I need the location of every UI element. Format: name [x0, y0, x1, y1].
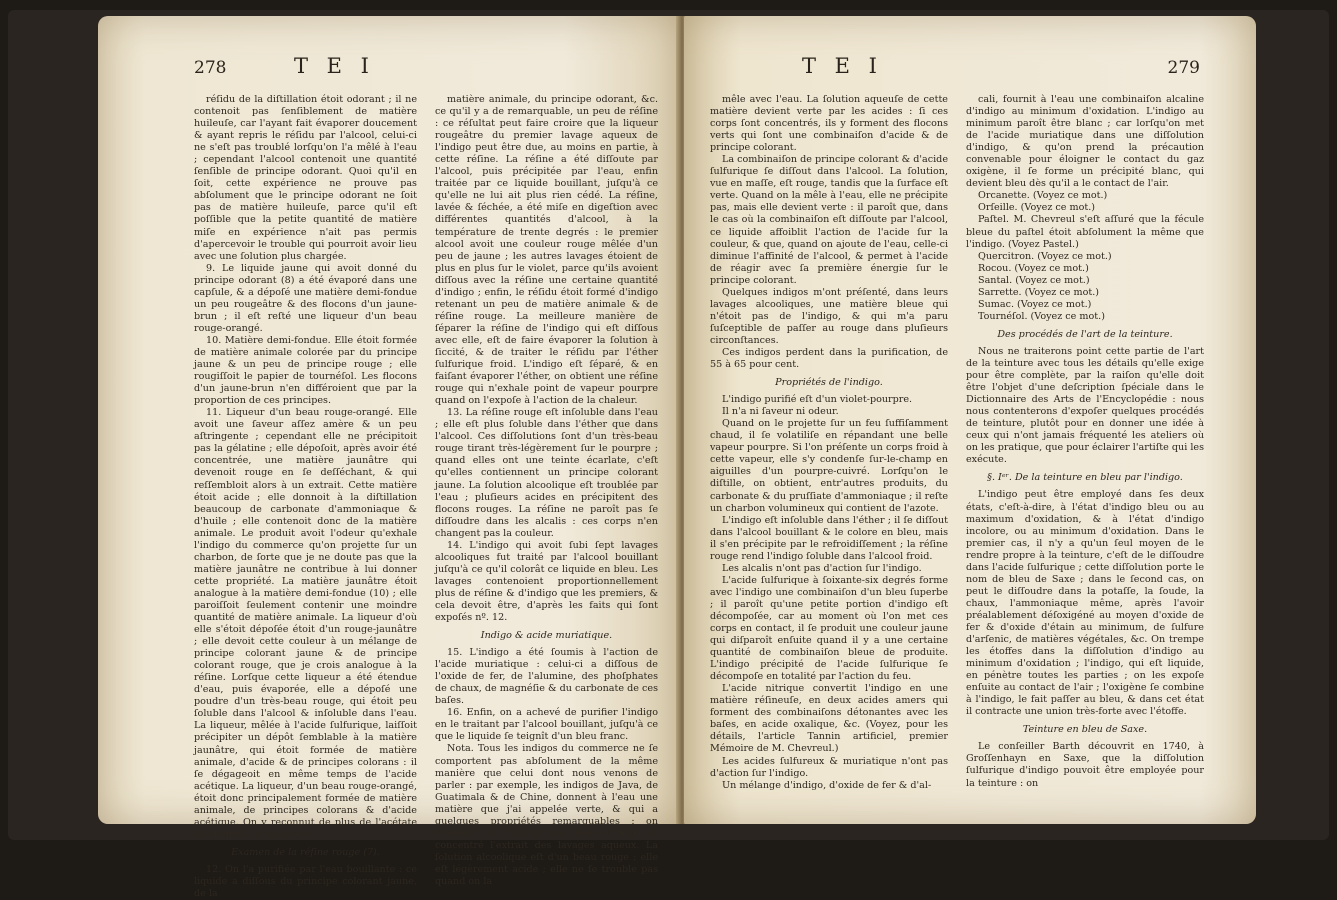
paragraph: L'indigo eſt inſoluble dans l'éther ; il ſe diſſout dans l'alcool bouillant & le colore en bleu, mais il s'en précipite par le refroidiſſement ; la réſine rouge rend l'indigo ſoluble dans l'alcool froid. — [710, 514, 948, 562]
right-page — [684, 16, 1256, 824]
right-page-number: 279 — [1167, 58, 1200, 78]
paragraph: matière animale, du principe odorant, &c. ce qu'il y a de remarquable, un peu de réſine : ce réſultat peut faire croire que la liqueur rougeâtre du premier lavage aqueux de l'indigo peut être due, au moins en partie, à cette réſine. La réſine a été diſſoute par l'alcool, puis précipitée par l'eau, enfin traitée par ce liquide bouillant, juſqu'à ce qu'elle ne lui ait plus rien cédé. La réſine, lavée & ſéchée, a été miſe en digeſtion avec différentes quantités d'alcool, à la température de trente degrés : le premier alcool avoit une couleur rouge mêlée d'un peu de jaune ; les autres lavages étoient de plus en plus ſur le violet, parce qu'ils avoient diſſous avec la réſine une certaine quantité d'indigo ; enfin, le réſidu étoit formé d'indigo retenant un peu de matière animale & de réſine rouge. La meilleure manière de ſéparer la réſine de l'indigo qui eſt diſſous avec elle, eſt de faire évaporer la ſolution à ſiccité, & de traiter le réſidu par l'éther ſulfurique froid. L'indigo eſt ſéparé, & en faiſant évaporer l'éther, on obtient une réſine rouge qui n'exhale point de vapeur pourpre quand on l'expoſe à l'action de la chaleur. — [435, 94, 658, 407]
right-running-head — [684, 54, 1256, 84]
list-item: Sarrette. (Voyez ce mot.) — [978, 286, 1100, 298]
left-column-1 — [194, 94, 417, 900]
paragraph: 11. Liqueur d'un beau rouge-orangé. Elle avoit une ſaveur aſſez amère & un peu aſtringente ; cependant elle ne précipitoit pas la gélatine ; elle dépoſoit, après avoir été concentrée, une matière jaunâtre qui devenoit rouge en ſe deſſéchant, & qui reſſembloit alors à un extrait. Cette matière étoit acide ; elle donnoit à la diſtillation beaucoup de carbonate d'ammoniaque & d'huile ; elle contenoit donc de la matière animale. Le produit avoit l'odeur qu'exhale l'indigo du commerce qu'on projette ſur un charbon, de ſorte que je ne doute pas que la matière jaunâtre ne contribue à lui donner cette propriété. La matière jaunâtre étoit analogue à la matière demi-fondue (10) ; elle paroiſſoit ſeulement contenir une moindre quantité de matière animale. La liqueur d'où elle s'étoit dépoſée étoit d'un rouge-jaunâtre ; elle devoit cette couleur à un mélange de principe colorant jaune & de principe colorant rouge, que je crois analogue à la réſine. Lorſque cette liqueur a été étendue d'eau, puis évaporée, elle a dépoſé une poudre d'un très-beau rouge, qui étoit peu ſoluble dans l'alcool & inſoluble dans l'eau. La liqueur, mêlée à l'acide ſulfurique, laiſſoit précipiter un dépôt ſemblable à la matière jaunâtre, qui étoit formée de matière animale, d'acide & de principes colorans : il ſe dégageoit en même temps de l'acide acétique. La liqueur, d'un beau rouge-orangé, étoit donc principalement formée de matière animale, de principes colorans & d'acide acétique. On y reconnut de plus de l'acétate de chaux & de magnéſie. — [194, 407, 417, 840]
paragraph: Un mélange d'indigo, d'oxide de fer & d'al- — [722, 779, 932, 791]
list-item: Santal. (Voyez ce mot.) — [978, 274, 1090, 286]
paragraph: Le conſeiller Barth découvrit en 1740, à Groſſenhayn en Saxe, que la diſſolution ſulfurique d'indigo pouvoit être employée pour la teinture : on — [966, 741, 1204, 789]
list-item: Orſeille. (Voyez ce mot.) — [978, 202, 1096, 214]
paragraph: Quelques indigos m'ont préſenté, dans leurs lavages alcooliques, une matière bleue qui n'étoit pas de l'indigo, & qui m'a paru ſuſceptible de paſſer au rouge dans pluſieurs circonſtances. — [710, 286, 948, 346]
paragraph: réſidu de la diſtillation étoit odorant ; il ne contenoit pas ſenſiblement de matière huileuſe, car l'ayant fait évaporer doucement & ayant repris le réſidu par l'alcool, celui-ci ne s'eſt pas troublé lorſqu'on l'a mêlé à l'eau ; cependant l'alcool contenoit une quantité ſenſible de principe odorant. Quoi qu'il en ſoit, cette expérience ne prouve pas abſolument que le principe odorant ne ſoit pas de matière huileuſe, parce qu'il eſt poſſible que la petite quantité de matière miſe en expérience n'ait pas permis d'apercevoir le trouble qui pourroit avoir lieu avec une ſolution plus chargée. — [194, 94, 417, 262]
section-heading: Des procédés de l'art de la teinture. — [997, 328, 1173, 340]
section-heading: Indigo & acide muriatique. — [480, 630, 613, 642]
paragraph: 15. L'indigo a été ſoumis à l'action de l'acide muriatique : celui-ci a diſſous de l'oxide de fer, de l'alumine, des phoſphates de chaux, de magnéſie & du carbonate de ces baſes. — [435, 647, 658, 707]
list-item: Tournéſol. (Voyez ce mot.) — [978, 310, 1105, 322]
left-running-title: T E I — [294, 54, 375, 78]
right-columns — [710, 94, 1204, 804]
left-running-head — [98, 54, 680, 84]
left-page — [98, 16, 680, 900]
paragraph: Paſtel. M. Chevreul s'eſt aſſuré que la fécule bleue du paſtel étoit abſolument la même que l'indigo. (Voyez Pastel.) — [966, 214, 1204, 250]
paragraph: Les acides ſulfureux & muriatique n'ont pas d'action ſur l'indigo. — [710, 755, 948, 779]
paragraph: 12. On l'a purifiée par l'eau bouillante : ce liquide a diſſous du principe colorant jaune, de la — [194, 863, 417, 900]
paragraph: Ces indigos perdent dans la purification, de 55 à 65 pour cent. — [710, 346, 948, 371]
left-column-2 — [435, 94, 658, 887]
paragraph: Il n'a ni ſaveur ni odeur. — [722, 406, 839, 418]
paragraph: Nota. Tous les indigos du commerce ne ſe comportent pas abſolument de la même manière que celui dont nous venons de parler : par exemple, les indigos de Java, de Guatimala & de Chine, donnent à l'eau une matière que j'ai appelée verte, & qui a quelques propriétés remarquables : on l'obtient en traitant par l'alcool froid & concentré l'extrait des lavages aqueux. La ſolution alcoolique eſt d'un beau rouge ; elle eſt légèrement acide ; elle ne ſe trouble pas quand on la — [435, 743, 658, 887]
paragraph: 13. La réſine rouge eſt inſoluble dans l'eau ; elle eſt plus ſoluble dans l'éther que dans l'alcool. Ces diſſolutions ſont d'un très-beau rouge tirant très-légèrement ſur le pourpre ; quand elles ont une teinte écarlate, c'eſt qu'elles contiennent un principe colorant jaune. La ſolution alcoolique eſt troublée par l'eau ; pluſieurs acides en précipitent des flocons rouges. La réſine ne paroît pas ſe diſſoudre dans les alcalis : ces corps n'en changent pas la couleur. — [435, 407, 658, 539]
paragraph: Quand on le projette ſur un feu ſuffiſamment chaud, il ſe volatiliſe en répandant une belle vapeur pourpre. Si l'on préſente un corps froid à cette vapeur, elle s'y condenſe ſur-le-champ en aiguilles d'un pourpre-cuivré. Lorſqu'on le diſtille, on obtient, entr'autres produits, du carbonate & du pruſſiate d'ammoniaque ; il reſte un charbon volumineux qui contient de l'azote. — [710, 418, 948, 514]
paragraph: Nous ne traiterons point cette partie de l'art de la teinture avec tous les détails qu'elle exige pour être complète, par la raiſon qu'elle doit être l'objet d'une deſcription ſpéciale dans le Dictionnaire des Arts de l'Encyclopédie : nous nous contenterons d'expoſer quelques procédés de teinture, plutôt pour en donner une idée à ceux qui n'ont jamais fréquenté les ateliers où on les pratique, que pour éclairer l'artiſte qui les exécute. — [966, 345, 1204, 466]
paragraph: La combinaiſon de principe colorant & d'acide ſulfurique ſe diſſout dans l'alcool. La ſolution, vue en maſſe, eſt rouge, tandis que la ſurface eſt verte. Quand on la mêle à l'eau, elle ne précipite pas, mais elle devient verte : il paroît que, dans le cas où la combinaiſon eſt diſſoute par l'alcool, ce liquide affoiblit l'action de l'acide ſur la couleur, & que, quand on ajoute de l'eau, celle-ci diminue l'affinité de l'alcool, & permet à l'acide de réagir avec ſa première énergie ſur le principe colorant. — [710, 154, 949, 286]
list-item: Rocou. (Voyez ce mot.) — [978, 262, 1089, 274]
paragraph: L'acide ſulfurique à ſoixante-six degrés forme avec l'indigo une combinaiſon d'un bleu ſuperbe ; il paroît qu'une petite portion d'indigo eſt décompoſée, car au moment où l'on met ces corps en contact, il ſe produit une couleur jaune qui diſparoît enſuite quand il y a une certaine quantité de combinaiſon bleue de produite. L'indigo précipité de l'acide ſulfurique ſe décompoſe en totalité par l'action du feu. — [710, 574, 948, 683]
list-item: Orcanette. (Voyez ce mot.) — [978, 190, 1108, 202]
paragraph: L'indigo purifié eſt d'un violet-pourpre. — [722, 394, 913, 406]
section-heading: Propriétés de l'indigo. — [775, 377, 883, 389]
paragraph: mêle avec l'eau. La ſolution aqueuſe de cette matière devient verte par les acides : ſi ces corps ſont concentrés, ils y forment des flocons verts qui ſont une combinaiſon d'acide & de principe colorant. — [710, 94, 948, 154]
section-heading: Teinture en bleu de Saxe. — [1022, 724, 1148, 736]
right-column-2 — [966, 94, 1204, 804]
section-heading: §. Iᵉʳ. De la teinture en bleu par l'indigo. — [987, 472, 1183, 484]
list-item: Quercitron. (Voyez ce mot.) — [978, 250, 1112, 262]
list-item: Sumac. (Voyez ce mot.) — [978, 298, 1092, 310]
paragraph: Les alcalis n'ont pas d'action ſur l'indigo. — [722, 562, 922, 574]
paragraph: L'acide nitrique convertit l'indigo en une matière réſineuſe, en deux acides amers qui forment des combinaiſons détonantes avec les baſes, en acide oxalique, &c. (Voyez, pour les détails, l'article Tannin artificiel, premier Mémoire de M. Chevreul.) — [710, 683, 948, 755]
paragraph: 16. Enfin, on a achevé de purifier l'indigo en le traitant par l'alcool bouillant, juſqu'à ce que le liquide ſe teignît d'un bleu franc. — [435, 707, 658, 743]
left-columns — [194, 94, 658, 900]
right-running-title: T E I — [802, 54, 883, 78]
left-page-number: 278 — [194, 58, 227, 78]
section-heading: Examen de la réſine rouge (7). — [231, 846, 380, 858]
paragraph: 14. L'indigo qui avoit ſubi ſept lavages alcooliques fut traité par l'alcool bouillant juſqu'à ce qu'il colorât ce liquide en bleu. Les lavages contenoient proportionnellement plus de réſine & d'indigo que les premiers, & cela devoit être, d'après les faits qui ſont expoſés nº. 12. — [435, 539, 658, 624]
paragraph: 9. Le liquide jaune qui avoit donné du principe odorant (8) a été évaporé dans une capſule, & a dépoſé une matière demi-fondue un peu rougeâtre & des flocons d'un jaune-brun ; il eſt reſté une liqueur d'un beau rouge-orangé. — [194, 262, 417, 334]
paragraph: 10. Matière demi-fondue. Elle étoit formée de matière animale colorée par du principe jaune & un peu de principe rouge ; elle rougiſſoit le papier de tournéſol. Les flocons d'un jaune-brun n'en différoient que par la proportion de ces principes. — [194, 334, 417, 407]
right-column-1 — [710, 94, 948, 804]
paragraph: cali, fournit à l'eau une combinaiſon alcaline d'indigo au minimum d'oxidation. L'indigo au minimum paroît être blanc ; car lorſqu'on met de l'acide muriatique dans une diſſolution d'indigo, & qu'on prend la précaution convenable pour éloigner le contact du gaz oxigène, il ſe forme un précipité blanc, qui devient bleu dès qu'il a le contact de l'air. — [966, 94, 1204, 190]
paragraph: L'indigo peut être employé dans ſes deux états, c'eſt-à-dire, à l'état d'indigo bleu ou au maximum d'oxidation, & à l'état d'indigo incolore, ou au minimum d'oxidation. Dans le premier cas, il n'y a qu'un ſeul moyen de le rendre propre à la teinture, c'eſt de le diſſoudre dans l'acide ſulfurique ; cette diſſolution porte le nom de bleu de Saxe ; dans le ſecond cas, on peut le diſſoudre dans la potaſſe, la ſoude, la chaux, l'ammoniaque même, après l'avoir préalablement déſoxigéné au moyen d'oxide de fer & d'oxide d'étain au minimum, de ſulfure d'arſenic, de matières végétales, &c. On trempe les étoffes dans la diſſolution d'indigo au minimum d'oxidation ; l'indigo, qui eſt liquide, en pénètre toutes les parties ; on les expoſe enſuite au contact de l'air ; l'oxigène ſe combine à l'indigo, le fait paſſer au bleu, & dans cet état il contracte une union très-forte avec l'étoffe. — [966, 489, 1204, 718]
